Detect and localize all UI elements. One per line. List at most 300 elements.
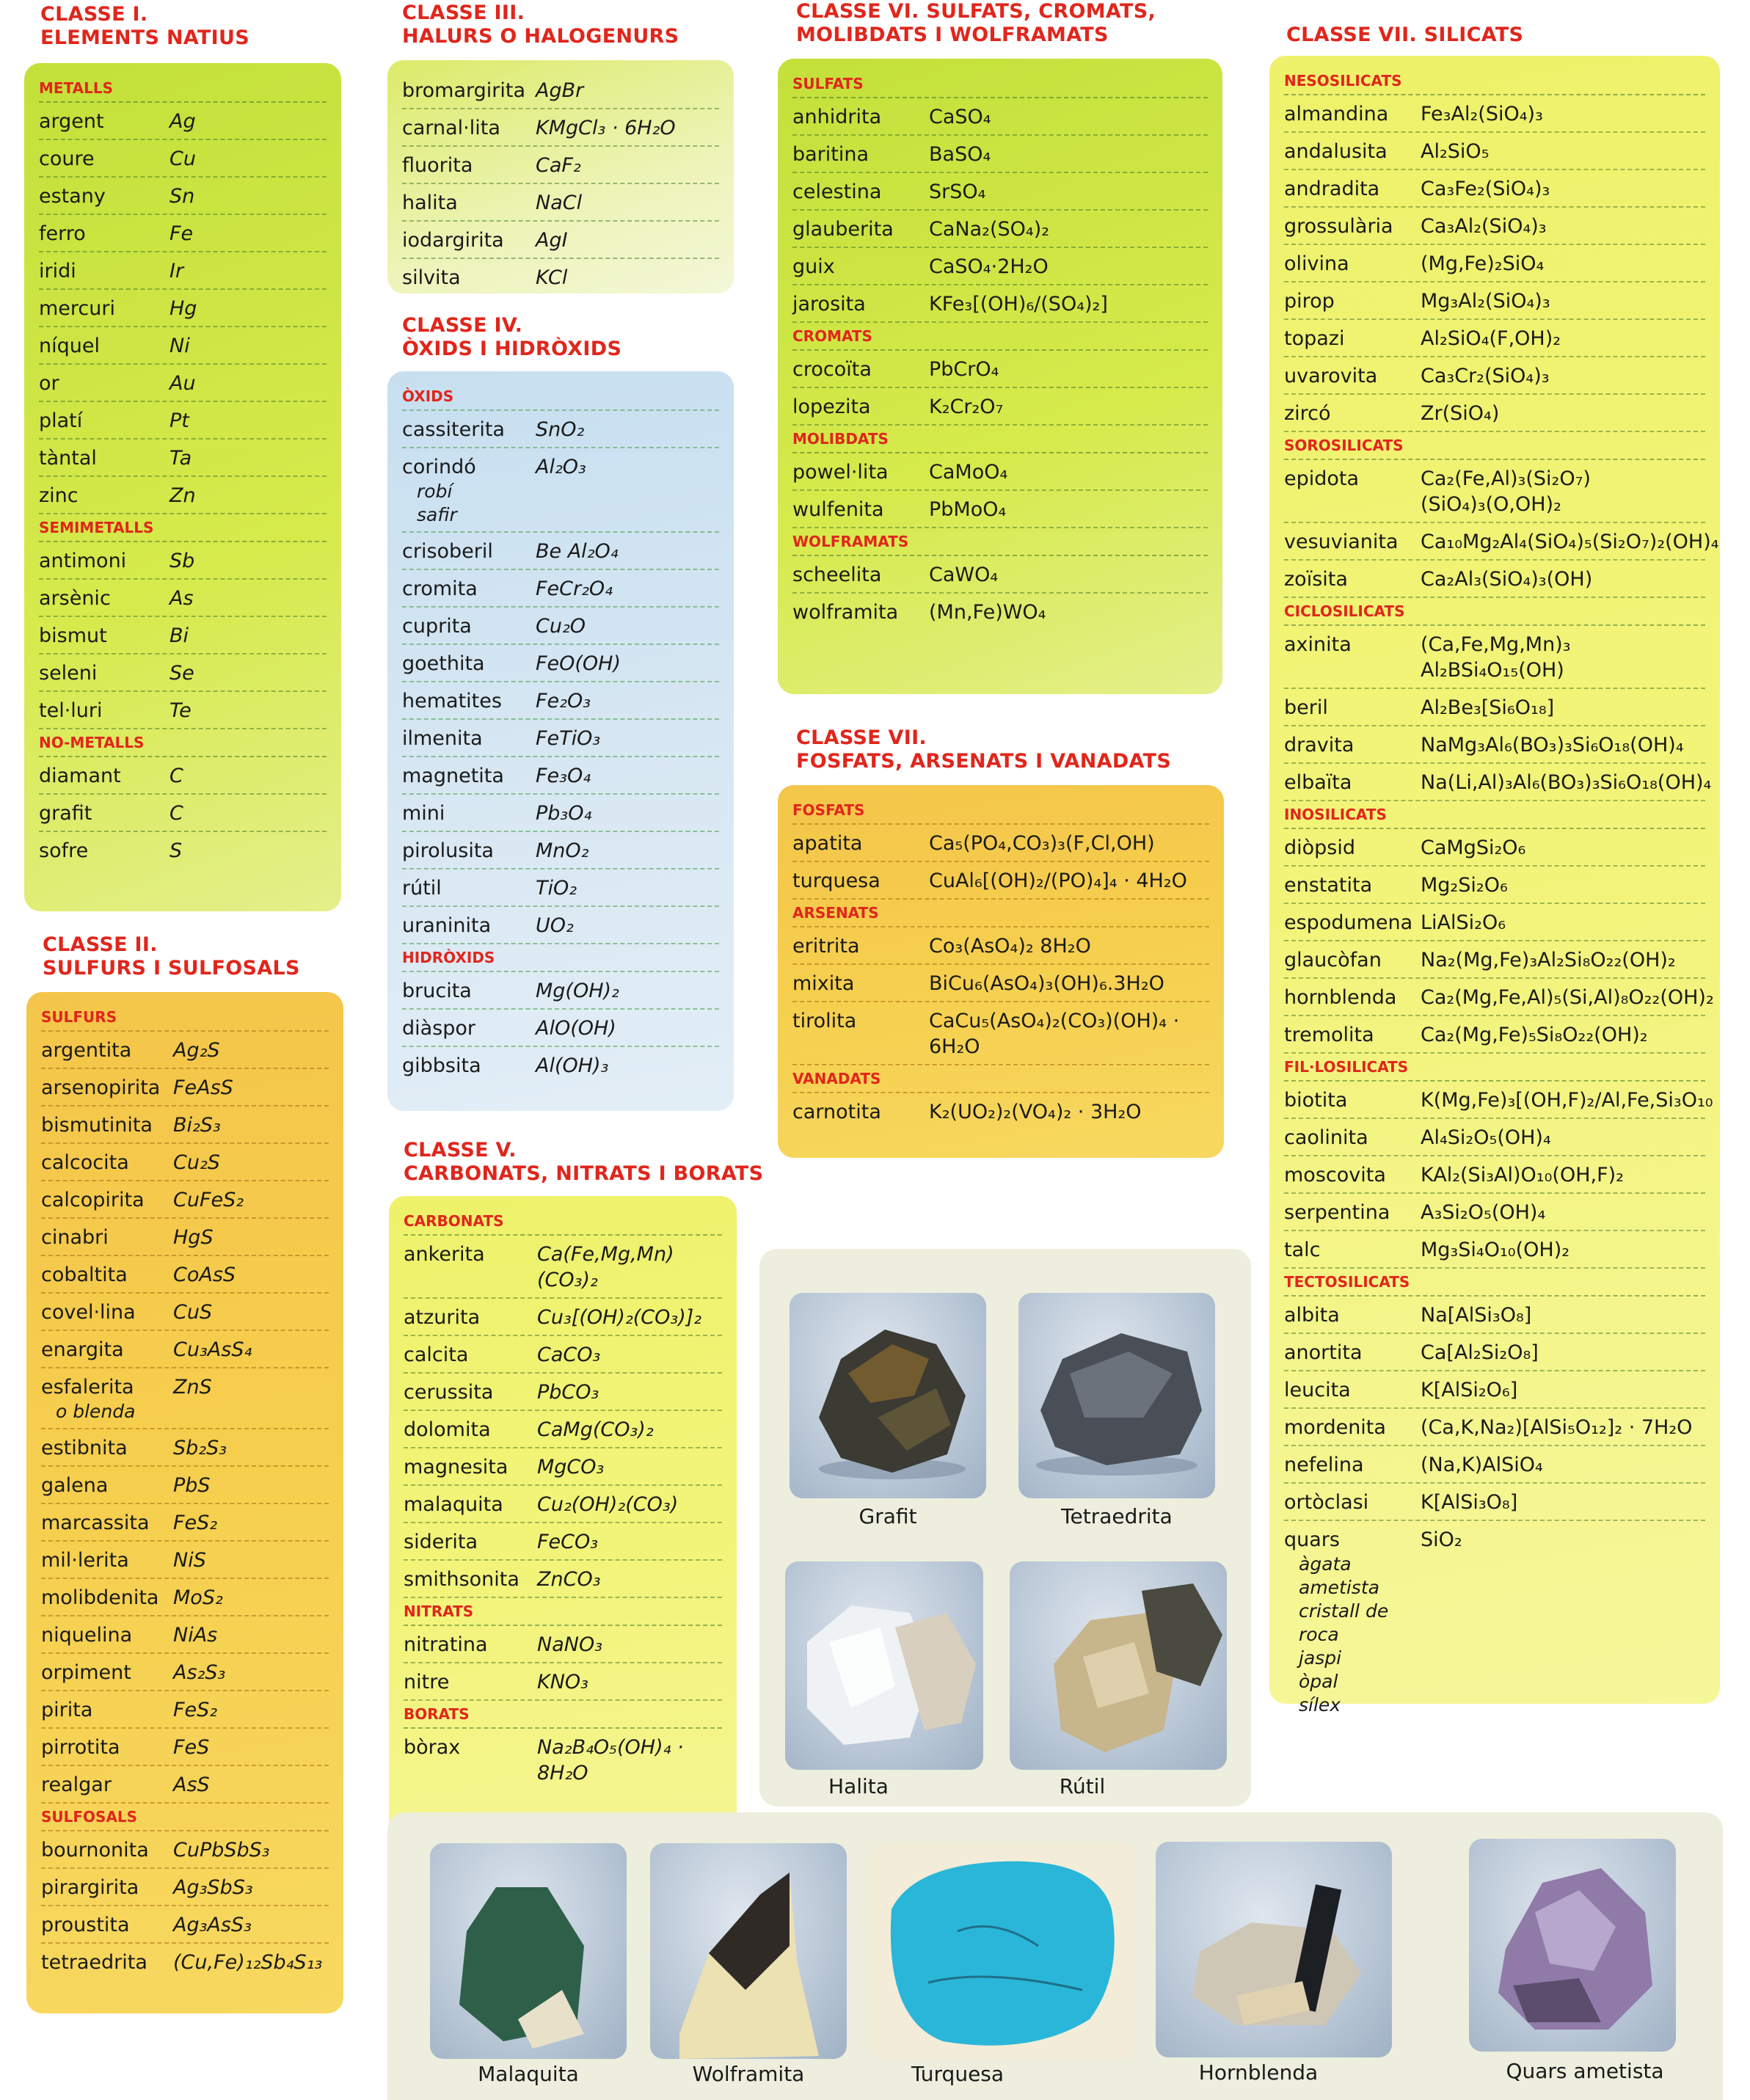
mineral-formula: Cu	[169, 147, 196, 170]
mineral-name: níquel	[39, 335, 100, 357]
section-title: CROMATS	[792, 323, 1208, 351]
mineral-formula: Sb	[169, 550, 195, 572]
mineral-row	[1284, 245, 1705, 282]
mineral-name: mini	[402, 802, 445, 825]
mineral-row	[41, 1106, 329, 1144]
mineral-row	[404, 1336, 722, 1374]
mineral-row	[402, 645, 719, 682]
section-title: HIDRÒXIDS	[402, 944, 719, 972]
mineral-name: cromita	[402, 577, 478, 600]
mineral-row	[792, 556, 1208, 594]
mineral-name: anortita	[1284, 1341, 1363, 1364]
mineral-formula: Ca₂(Mg,Fe)₅Si₈O₂₂(OH)₂	[1421, 1024, 1648, 1046]
mineral-name: galena	[41, 1474, 109, 1497]
mineral-formula: MoS₂	[173, 1586, 223, 1609]
section-title: SULFURS	[41, 1004, 329, 1032]
mineral-name: axinita	[1284, 633, 1352, 656]
class-iv-card	[387, 371, 734, 1111]
mineral-row	[1284, 1334, 1705, 1371]
mineral-row	[402, 608, 719, 645]
mineral-name: hornblenda	[1284, 986, 1397, 1009]
mineral-formula: Zr(SiO₄)	[1421, 402, 1500, 425]
mineral-formula: CaNa₂(SO₄)₂	[929, 218, 1050, 241]
mineral-row	[402, 448, 719, 533]
mineral-name: guix	[792, 255, 835, 278]
mineral-name: biotita	[1284, 1089, 1348, 1112]
mineral-formula: Ir	[169, 260, 184, 282]
mineral-name: nitratina	[404, 1633, 488, 1656]
mineral-formula: Ca[Al₂Si₂O₈]	[1421, 1341, 1539, 1364]
mineral-formula: LiAlSi₂O₆	[1421, 911, 1506, 934]
mineral-row	[1284, 282, 1705, 320]
section-title: SEMIMETALLS	[39, 514, 327, 542]
mineral-row	[41, 1869, 329, 1906]
mineral-formula: Ca₂(Fe,Al)₃(Si₂O₇)(SiO₄)₃(O,OH)₂	[1421, 467, 1591, 516]
mineral-name: wulfenita	[792, 498, 884, 521]
hornblenda-caption: Hornblenda	[1198, 2060, 1319, 2085]
mineral-row	[39, 140, 327, 178]
wolframita-caption: Wolframita	[692, 2062, 805, 2086]
mineral-name: elbaïta	[1284, 771, 1352, 794]
mineral-name: olivina	[1284, 252, 1349, 275]
mineral-row	[41, 1691, 329, 1729]
mineral-formula: CaSO₄·2H₂O	[929, 255, 1049, 278]
mineral-formula: Ag	[169, 110, 196, 133]
mineral-name: iridi	[39, 260, 76, 282]
mineral-row	[792, 351, 1208, 388]
mineral-row	[792, 136, 1208, 173]
mineral-name: siderita	[404, 1531, 478, 1553]
mineral-formula: (Ca,K,Na₂)[AlSi₅O₁₂]₂ · 7H₂O	[1421, 1416, 1693, 1439]
mineral-row	[39, 795, 327, 832]
mineral-row	[1284, 170, 1705, 208]
class-iii-heading: CLASSE III. HALURS O HALOGENURS	[402, 1, 679, 48]
mineral-formula: TiO₂	[536, 877, 577, 900]
mineral-row	[1284, 904, 1705, 941]
wolframita-photo	[650, 1843, 847, 2059]
mineral-row	[39, 327, 327, 365]
mineral-formula: Fe	[169, 222, 194, 245]
mineral-name: celestina	[792, 181, 882, 203]
mineral-name: pirita	[41, 1699, 93, 1721]
mineral-name: tremolita	[1284, 1024, 1374, 1046]
mineral-formula: (Mg,Fe)₂SiO₄	[1421, 252, 1545, 275]
mineral-formula: CaMgSi₂O₆	[1421, 836, 1526, 859]
mineral-formula: Na₂(Mg,Fe)₃Al₂Si₈O₂₂(OH)₂	[1421, 949, 1676, 971]
mineral-row	[41, 1616, 329, 1654]
mineral-formula: Cu₂(OH)₂(CO₃)	[537, 1493, 679, 1516]
mineral-row	[792, 965, 1209, 1002]
mineral-name: halita	[402, 192, 458, 214]
class-vi-card	[778, 59, 1222, 694]
mineral-formula: KNO₃	[537, 1671, 588, 1694]
mineral-row	[1284, 357, 1705, 395]
mineral-name: estany	[39, 185, 106, 208]
mineral-row	[41, 1766, 329, 1804]
section-title: BORATS	[404, 1701, 722, 1729]
mineral-formula: Mg₂Si₂O₆	[1421, 874, 1508, 897]
mineral-formula: FeO(OH)	[536, 652, 621, 675]
mineral-row	[792, 173, 1208, 211]
mineral-formula: CaSO₄	[929, 106, 991, 128]
mineral-row	[1284, 1194, 1705, 1231]
wolframita-rock-image	[650, 1843, 847, 2059]
mineral-formula: CaMg(CO₃)₂	[537, 1418, 654, 1441]
mineral-formula: Be Al₂O₄	[536, 540, 619, 563]
mineral-formula: AsS	[173, 1773, 210, 1796]
mineral-name: dolomita	[404, 1418, 491, 1441]
mineral-formula: FeTiO₃	[536, 727, 601, 750]
mineral-formula: CuPbSbS₃	[173, 1839, 270, 1862]
mineral-row	[41, 1906, 329, 1944]
mineral-name: argent	[39, 110, 104, 133]
malaquita-photo	[430, 1843, 627, 2059]
mineral-name: wolframita	[792, 601, 899, 624]
mineral-name: leucita	[1284, 1379, 1351, 1401]
mineral-formula: KFe₃[(OH)₆/(SO₄)₂]	[929, 293, 1108, 316]
mineral-row	[39, 290, 327, 327]
mineral-row	[41, 1256, 329, 1294]
halita-rock-image	[785, 1561, 983, 1770]
mineral-row	[792, 388, 1208, 426]
mineral-name: albita	[1284, 1304, 1340, 1327]
mineral-formula: PbCO₃	[537, 1381, 599, 1404]
mineral-row	[39, 757, 327, 795]
mineral-name: covel·lina	[41, 1301, 136, 1324]
mineral-name: moscovita	[1284, 1164, 1386, 1186]
mineral-row	[1284, 1409, 1705, 1446]
mineral-name: crocoïta	[792, 358, 872, 381]
mineral-row	[402, 1047, 719, 1083]
mineral-name: arsenopirita	[41, 1076, 161, 1099]
mineral-row	[1284, 561, 1705, 598]
mineral-row	[402, 533, 719, 570]
mineral-name: orpiment	[41, 1661, 131, 1684]
hornblenda-photo	[1156, 1842, 1392, 2057]
mineral-formula: BiCu₆(AsO₄)₃(OH)₆.3H₂O	[929, 972, 1164, 995]
mineral-name: cobaltita	[41, 1264, 128, 1286]
mineral-name: molibdenita	[41, 1586, 159, 1609]
mineral-formula: (Mn,Fe)WO₄	[929, 601, 1046, 624]
mineral-row	[41, 1729, 329, 1766]
mineral-name: baritina	[792, 143, 869, 166]
mineral-name: enargita	[41, 1338, 124, 1361]
mineral-name: cuprita	[402, 615, 472, 638]
section-title: METALLS	[39, 75, 327, 103]
mineral-formula: AgI	[536, 229, 568, 252]
mineral-formula: C	[169, 802, 183, 825]
mineral-formula: K₂(UO₂)₂(VO₄)₂ · 3H₂O	[929, 1101, 1142, 1123]
mineral-row	[792, 1002, 1209, 1065]
mineral-formula: Al₂SiO₅	[1421, 140, 1490, 163]
mineral-formula: Mg(OH)₂	[536, 980, 619, 1002]
mineral-row	[41, 1181, 329, 1219]
mineral-formula: Na₂B₄O₅(OH)₄ · 8H₂O	[537, 1736, 684, 1784]
mineral-name: uvarovita	[1284, 365, 1378, 387]
mineral-formula: Mg₃Si₄O₁₀(OH)₂	[1421, 1239, 1570, 1261]
class-i-card	[24, 63, 341, 911]
mineral-row	[792, 453, 1208, 491]
mineral-row	[41, 1504, 329, 1542]
mineral-name: grafit	[39, 802, 92, 825]
tetraedrita-rock-image	[1018, 1293, 1215, 1498]
mineral-name: enstatita	[1284, 874, 1373, 897]
mineral-row	[39, 580, 327, 617]
mineral-formula: Cu₂O	[536, 615, 586, 638]
mineral-formula: Al₂O₃	[536, 456, 586, 478]
mineral-row	[404, 1411, 722, 1448]
section-title: VANADATS	[792, 1065, 1209, 1093]
tetraedrita-caption: Tetraedrita	[1061, 1504, 1173, 1528]
mineral-formula: Ni	[169, 335, 190, 357]
mineral-name: realgar	[41, 1773, 112, 1796]
mineral-row	[404, 1448, 722, 1486]
mineral-formula: Fe₂O₃	[536, 690, 591, 712]
mineral-formula: PbMoO₄	[929, 498, 1007, 521]
mineral-name: nefelina	[1284, 1454, 1364, 1476]
mineral-formula: (Cu,Fe)₁₂Sb₄S₁₃	[173, 1951, 323, 1974]
mineral-formula: NiS	[173, 1549, 206, 1572]
mineral-formula: Ca₂(Mg,Fe,Al)₅(Si,Al)₈O₂₂(OH)₂	[1421, 986, 1714, 1009]
mineral-name: eritrita	[792, 935, 860, 958]
mineral-name: hematites	[402, 690, 502, 712]
mineral-row	[1284, 523, 1719, 561]
mineral-row	[792, 1093, 1209, 1129]
mineral-row	[39, 542, 327, 580]
mineral-formula: Ca₃Fe₂(SiO₄)₃	[1421, 178, 1550, 200]
mineral-row	[39, 692, 327, 729]
mineral-formula: MnO₂	[536, 839, 589, 862]
class-iii-card	[387, 60, 734, 294]
mineral-formula: KAl₂(Si₃Al)O₁₀(OH,F)₂	[1421, 1164, 1624, 1186]
mineral-formula: CoAsS	[173, 1264, 236, 1286]
mineral-name: epidota	[1284, 467, 1360, 490]
class-ii-card	[26, 992, 343, 2013]
class-viib-card	[778, 785, 1224, 1158]
mineral-formula: SnO₂	[536, 418, 585, 441]
mineral-formula: As	[169, 587, 194, 610]
mineral-row	[1284, 1231, 1705, 1269]
mineral-name: rútil	[402, 877, 442, 900]
mineral-name: esfalerita o blenda	[41, 1376, 136, 1422]
mineral-row	[1284, 979, 1714, 1016]
mineral-name: cerussita	[404, 1381, 494, 1404]
rutil-rock-image	[1010, 1561, 1227, 1770]
mineral-name: dravita	[1284, 734, 1355, 756]
mineral-row	[1284, 95, 1705, 133]
section-title: FOSFATS	[792, 797, 1209, 825]
mineral-name: magnesita	[404, 1456, 508, 1479]
mineral-row	[41, 1542, 329, 1579]
quars-caption: Quars ametista	[1506, 2059, 1664, 2083]
mineral-row	[402, 757, 719, 795]
mineral-formula: Cu₂S	[173, 1151, 220, 1174]
mineral-name: marcassita	[41, 1512, 150, 1534]
mineral-row	[39, 402, 327, 440]
mineral-name: proustita	[41, 1914, 130, 1936]
mineral-formula: (Na,K)AlSiO₄	[1421, 1454, 1543, 1476]
mineral-formula: K[AlSi₂O₆]	[1421, 1379, 1518, 1401]
mineral-formula: CuS	[173, 1301, 213, 1324]
mineral-formula: Ca₅(PO₄,CO₃)₃(F,Cl,OH)	[929, 832, 1155, 855]
mineral-row	[402, 972, 719, 1010]
mineral-formula: Ca(Fe,Mg,Mn)(CO₃)₂	[537, 1243, 674, 1291]
mineral-row	[1284, 208, 1705, 245]
mineral-formula: PbS	[173, 1474, 211, 1497]
mineral-name: glaucòfan	[1284, 949, 1382, 971]
mineral-formula: NaMg₃Al₆(BO₃)₃Si₆O₁₈(OH)₄	[1421, 734, 1684, 756]
mineral-row	[1284, 1119, 1705, 1156]
class-v-heading: CLASSE V. CARBONATS, NITRATS I BORATS	[404, 1139, 764, 1185]
mineral-row	[402, 869, 719, 907]
turquesa-photo	[869, 1843, 1135, 2059]
mineral-formula: Ca₃Cr₂(SiO₄)₃	[1421, 365, 1550, 387]
mineral-row	[402, 72, 719, 109]
mineral-name: tetraedrita	[41, 1951, 147, 1974]
malaquita-caption: Malaquita	[478, 2062, 579, 2086]
mineral-formula: PbCrO₄	[929, 358, 999, 381]
mineral-formula: KCl	[536, 266, 568, 289]
mineral-row	[402, 720, 719, 757]
mineral-row	[41, 1944, 329, 1980]
mineral-name: lopezita	[792, 395, 871, 418]
mineral-name: carnotita	[792, 1101, 881, 1123]
mineral-name: glauberita	[792, 218, 894, 241]
mineral-row	[1284, 726, 1705, 764]
mineral-row	[41, 1219, 329, 1256]
mineral-name: iodargirita	[402, 229, 504, 252]
mineral-row	[402, 907, 719, 944]
mineral-name: crisoberil	[402, 540, 493, 563]
mineral-formula: Al₂SiO₄(F,OH)₂	[1421, 327, 1561, 350]
rutil-photo	[1010, 1561, 1227, 1770]
mineral-formula: Na[AlSi₃O₈]	[1421, 1304, 1532, 1327]
quars-photo	[1469, 1839, 1676, 2052]
mineral-formula: FeS	[173, 1736, 210, 1759]
mineral-formula: Cu₃AsS₄	[173, 1338, 252, 1361]
mineral-formula: NaNO₃	[537, 1633, 603, 1656]
mineral-name: bournonita	[41, 1839, 149, 1862]
mineral-row	[792, 825, 1209, 862]
mineral-name: atzurita	[404, 1306, 481, 1329]
grafit-caption: Grafit	[858, 1504, 917, 1528]
mineral-formula: AlO(OH)	[536, 1017, 616, 1040]
mineral-name: antimoni	[39, 550, 127, 572]
mineral-row	[792, 98, 1208, 136]
grafit-rock-image	[790, 1293, 986, 1498]
mineral-row	[1284, 320, 1705, 357]
mineral-row	[1284, 1371, 1705, 1409]
mineral-row	[1284, 1521, 1705, 1721]
mineral-row	[1284, 1446, 1705, 1484]
mineral-row	[41, 1429, 329, 1467]
mineral-row	[39, 440, 327, 477]
section-title: NITRATS	[404, 1598, 722, 1626]
mineral-name: arsènic	[39, 587, 111, 610]
mineral-name: almandina	[1284, 103, 1389, 125]
mineral-row	[1284, 1016, 1705, 1054]
section-title: WOLFRAMATS	[792, 528, 1208, 556]
mineral-row	[1284, 764, 1712, 801]
mineral-name: mercuri	[39, 297, 115, 320]
mineral-row	[404, 1374, 722, 1411]
mineral-formula: Al₄Si₂O₅(OH)₄	[1421, 1126, 1551, 1149]
mineral-name: estibnita	[41, 1437, 128, 1459]
mineral-name: topazi	[1284, 327, 1345, 350]
mineral-name: ankerita	[404, 1243, 485, 1266]
mineral-name: beril	[1284, 696, 1328, 719]
mineral-row	[404, 1299, 722, 1336]
section-title: SULFATS	[792, 70, 1208, 98]
mineral-row	[1284, 626, 1705, 689]
mineral-row	[404, 1236, 722, 1299]
class-viib-heading: CLASSE VII. FOSFATS, ARSENATS I VANADATS	[796, 726, 1172, 773]
mineral-formula: FeCO₃	[537, 1531, 599, 1553]
section-title: ARSENATS	[792, 900, 1209, 927]
mineral-name: bismut	[39, 624, 107, 647]
mineral-name: pirolusita	[402, 839, 494, 862]
mineral-formula: SrSO₄	[929, 181, 986, 203]
mineral-name: ilmenita	[402, 727, 483, 750]
mineral-row	[402, 222, 719, 259]
mineral-row	[41, 1069, 329, 1106]
mineral-name: gibbsita	[402, 1054, 481, 1077]
mineral-name: anhidrita	[792, 106, 882, 128]
mineral-formula: FeS₂	[173, 1699, 218, 1721]
section-title: TECTOSILICATS	[1284, 1269, 1705, 1297]
mineral-formula: Bi	[169, 624, 189, 647]
mineral-formula: Ag₃SbS₃	[173, 1876, 253, 1899]
mineral-formula: Zn	[169, 484, 196, 507]
mineral-formula: Al(OH)₃	[536, 1054, 609, 1077]
mineral-row	[41, 1368, 329, 1429]
mineral-formula: NaCl	[536, 192, 583, 214]
mineral-row	[402, 411, 719, 448]
section-title: MOLIBDATS	[792, 426, 1208, 453]
section-title: ÒXIDS	[402, 383, 719, 411]
mineral-name: tel·luri	[39, 699, 103, 722]
halita-photo	[785, 1561, 983, 1770]
mineral-row	[404, 1729, 722, 1790]
mineral-formula: CuFeS₂	[173, 1189, 244, 1211]
mineral-row	[402, 109, 719, 147]
tetraedrita-photo	[1018, 1293, 1215, 1498]
mineral-row	[41, 1331, 329, 1368]
mineral-formula: S	[169, 839, 183, 862]
mineral-name: seleni	[39, 662, 98, 685]
mineral-formula: Pt	[169, 409, 189, 432]
class-vii-card	[1269, 56, 1720, 1716]
mineral-row	[792, 285, 1208, 323]
turquesa-rock-image	[869, 1843, 1135, 2059]
mineral-row	[404, 1523, 722, 1561]
turquesa-caption: Turquesa	[911, 2062, 1005, 2086]
mineral-formula: FeS₂	[173, 1512, 218, 1534]
mineral-name: brucita	[402, 980, 472, 1002]
mineral-name: tàntal	[39, 447, 97, 470]
mineral-formula: Au	[169, 372, 196, 395]
mineral-formula: Al₂Be₃[Si₆O₁₈]	[1421, 696, 1555, 719]
mineral-formula: Cu₃[(OH)₂(CO₃)]₂	[537, 1306, 702, 1329]
mineral-row	[41, 1144, 329, 1181]
mineral-name: andradita	[1284, 178, 1380, 200]
mineral-name: scheelita	[792, 564, 882, 586]
mineral-row	[1284, 689, 1705, 726]
mineral-formula: Ag₂S	[173, 1039, 220, 1062]
mineral-row	[39, 832, 327, 868]
mineral-name: platí	[39, 409, 83, 432]
mineral-row	[792, 491, 1208, 528]
